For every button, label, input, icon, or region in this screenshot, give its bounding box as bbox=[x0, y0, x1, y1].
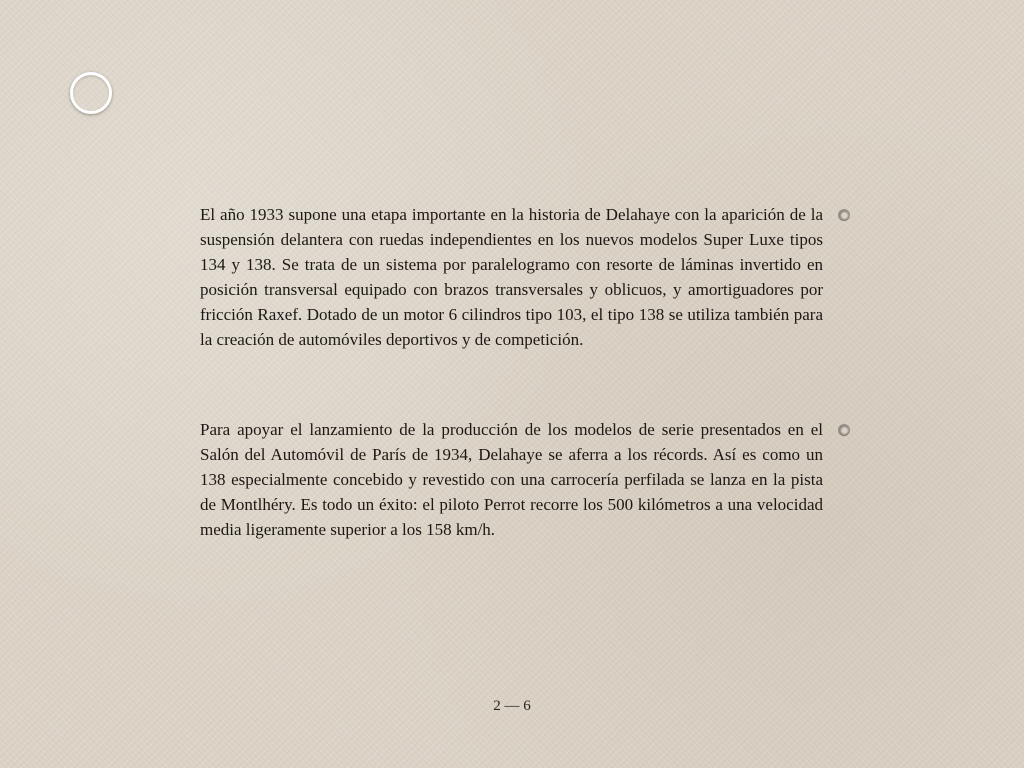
paragraph-1: El año 1933 supone una etapa importante en la historia de Delahaye con la aparición de la suspensión delantera con ruedas independientes en los nuevos modelos Super Luxe tipos 134 y 138. Se trata de un sistema por paralelogramo con resorte de láminas invertido en posición transversal equipado con brazos transversales y oblicuos, y amortiguadores por fricción Raxef. Dotado de un motor 6 cilindros tipo 103, el tipo 138 se utiliza también para la creación de automóviles deportivos y de competición. bbox=[200, 205, 823, 349]
paragraph-1-bullet-icon[interactable] bbox=[839, 210, 849, 220]
paragraph-2: Para apoyar el lanzamiento de la producción de los modelos de serie presentados en el Salón del Automóvil de París de 1934, Delahaye se aferra a los récords. Así es como un 138 especialmente concebido y revestido con una carrocería perfilada se lanza en la pista de Montlhéry. Es todo un éxito: el piloto Perrot recorre los 500 kilómetros a una velocidad media ligeramente superior a los 158 km/h. bbox=[200, 420, 823, 539]
home-ring-icon[interactable] bbox=[70, 72, 112, 114]
page-indicator: 2 — 6 bbox=[493, 698, 531, 714]
paragraph-2-bullet-icon[interactable] bbox=[839, 425, 849, 435]
